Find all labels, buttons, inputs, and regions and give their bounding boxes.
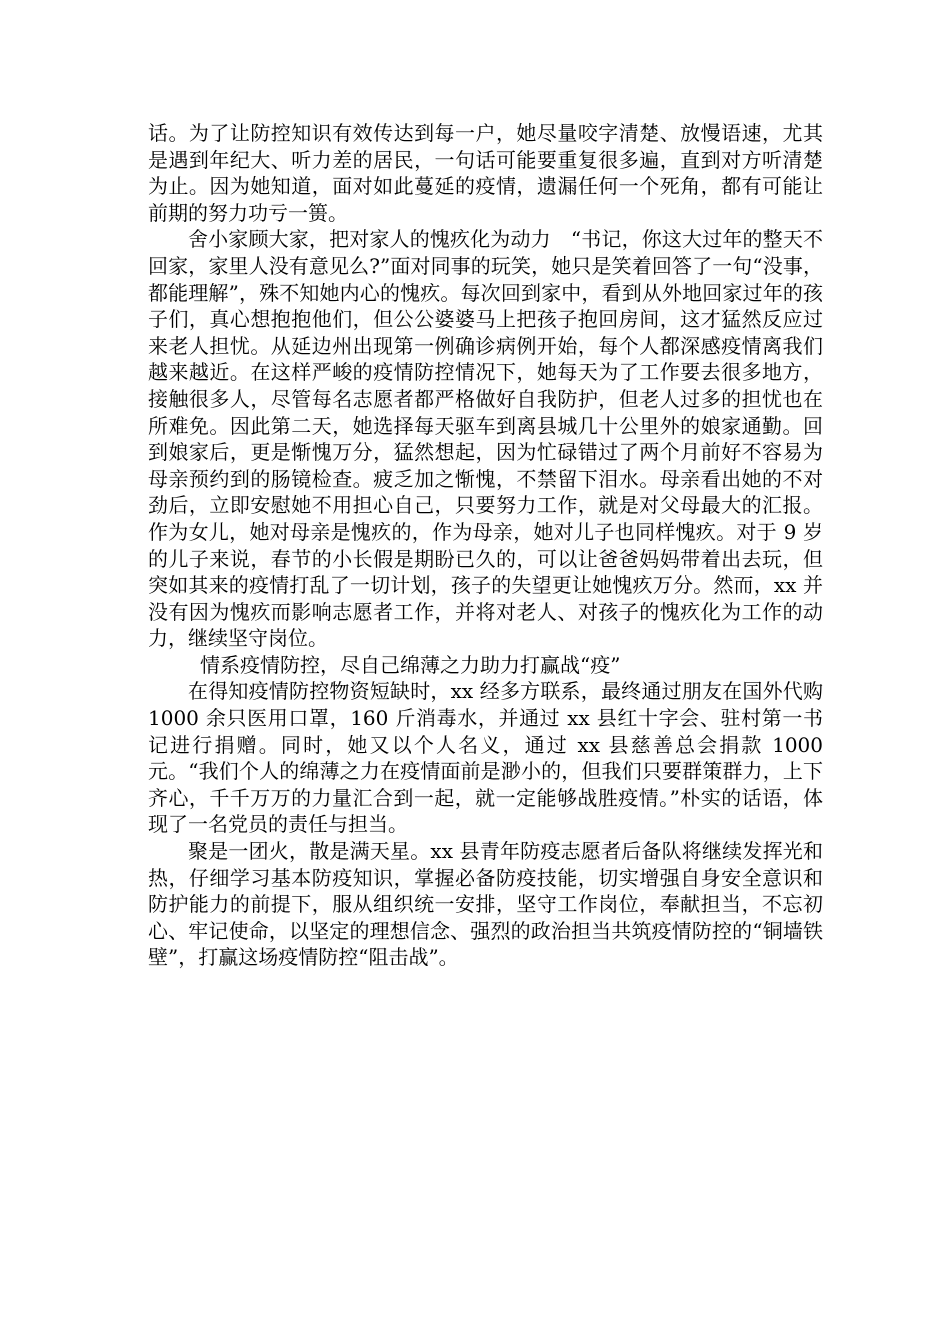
paragraph-continuation: 话。为了让防控知识有效传达到每一户，她尽量咬字清楚、放慢语速，尤其是遇到年纪大、听力差的居民，一句话可能要重复很多遍，直到对方听清楚为止。因为她知道，面对如此蔓延的疫情，遗漏任何一个死角，都有可能让前期的努力功亏一篑。 bbox=[148, 121, 823, 225]
paragraph-conclusion: 聚是一团火，散是满天星。xx 县青年防疫志愿者后备队将继续发挥光和热，仔细学习基本防疫知识，掌握必备防疫技能，切实增强自身安全意识和防护能力的前提下，服从组织统一安排，坚守工作岗位，奉献担当，不忘初心、牢记使命，以坚定的理想信念、强烈的政治担当共筑疫情防控的“铜墙铁壁”，打赢这场疫情防控“阻击战”。 bbox=[148, 839, 823, 970]
paragraph-donation: 在得知疫情防控物资短缺时，xx 经多方联系，最终通过朋友在国外代购 1000 余只医用口罩，160 斤消毒水，并通过 xx 县红十字会、驻村第一书记进行捐赠。同时，她又以个人名义，通过 xx 县慈善总会捐款 1000 元。“我们个人的绵薄之力在疫情面前是渺小的，但我们只要群策群力，上下齐心，千千万万的力量汇合到一起，就一定能够战胜疫情。”朴实的话语，体现了一名党员的责任与担当。 bbox=[148, 679, 823, 837]
paragraph-family: 舍小家顾大家，把对家人的愧疚化为动力 “书记，你这大过年的整天不回家，家里人没有意见么?”面对同事的玩笑，她只是笑着回答了一句“没事，都能理解”，殊不知她内心的愧疚。每次回到家中，看到从外地回家过年的孩子们，真心想抱抱他们，但公公婆婆马上把孩子抱回房间，这才猛然反应过来老人担忧。从延边州出现第一例确诊病例开始，每个人都深感疫情离我们越来越近。在这样严峻的疫情防控情况下，她每天为了工作要去很多地方，接触很多人，尽管每名志愿者都严格做好自我防护，但老人过多的担忧也在所难免。因此第二天，她选择每天驱车到离县城几十公里外的娘家通勤。回到娘家后，更是惭愧万分，猛然想起，因为忙碌错过了两个月前好不容易为母亲预约到的肠镜检查。疲乏加之惭愧，不禁留下泪水。母亲看出她的不对劲后，立即安慰她不用担心自己，只要努力工作，就是对父母最大的汇报。作为女儿，她对母亲是愧疚的，作为母亲，她对儿子也同样愧疚。对于 9 岁的儿子来说，春节的小长假是期盼已久的，可以让爸爸妈妈带着出去玩，但突如其来的疫情打乱了一切计划，孩子的失望更让她愧疚万分。然而，xx 并没有因为愧疚而影响志愿者工作，并将对老人、对孩子的愧疚化为工作的动力，继续坚守岗位。 bbox=[148, 227, 823, 651]
section-heading: 情系疫情防控，尽自己绵薄之力助力打赢战“疫” bbox=[200, 652, 621, 677]
document-body bbox=[148, 120, 823, 971]
